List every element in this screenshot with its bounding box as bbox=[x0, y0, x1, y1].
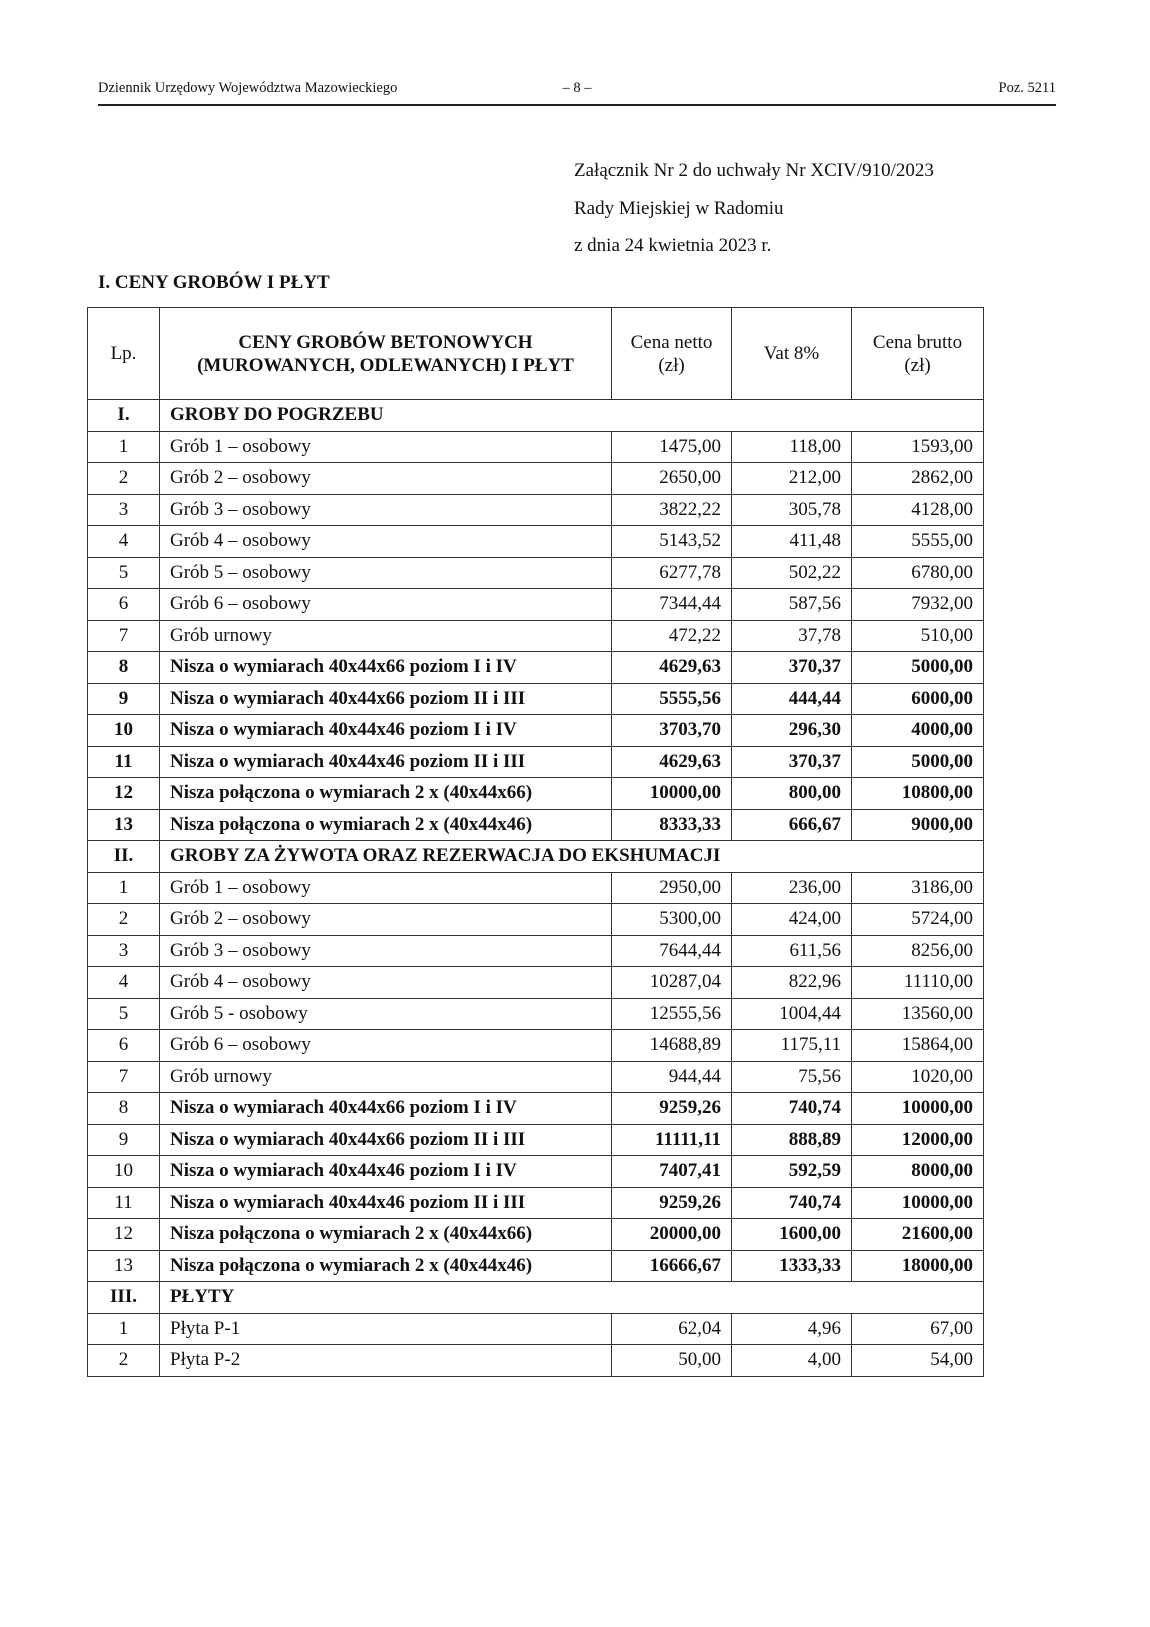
table-row bbox=[88, 746, 984, 778]
price-gross: 6000,00 bbox=[852, 683, 984, 715]
table-row bbox=[88, 557, 984, 589]
price-gross: 7932,00 bbox=[852, 589, 984, 621]
price-gross: 4000,00 bbox=[852, 715, 984, 747]
vat-amount: 592,59 bbox=[732, 1156, 852, 1188]
vat-amount: 212,00 bbox=[732, 463, 852, 495]
price-net: 6277,78 bbox=[612, 557, 732, 589]
vat-amount: 370,37 bbox=[732, 746, 852, 778]
item-name: Grób 6 – osobowy bbox=[160, 1030, 612, 1062]
price-gross: 1020,00 bbox=[852, 1061, 984, 1093]
price-net: 2650,00 bbox=[612, 463, 732, 495]
table-row bbox=[88, 431, 984, 463]
item-name: Grób 2 – osobowy bbox=[160, 463, 612, 495]
page-number: – 8 – bbox=[562, 80, 592, 96]
item-name: Grób 2 – osobowy bbox=[160, 904, 612, 936]
row-number: 8 bbox=[88, 652, 160, 684]
table-row bbox=[88, 652, 984, 684]
table-row bbox=[88, 998, 984, 1030]
table-row bbox=[88, 1313, 984, 1345]
row-number: 12 bbox=[88, 778, 160, 810]
price-net: 7644,44 bbox=[612, 935, 732, 967]
vat-amount: 444,44 bbox=[732, 683, 852, 715]
price-net: 472,22 bbox=[612, 620, 732, 652]
section-heading: GROBY ZA ŻYWOTA ORAZ REZERWACJA DO EKSHUMACJI bbox=[160, 841, 984, 873]
vat-amount: 587,56 bbox=[732, 589, 852, 621]
table-row bbox=[88, 935, 984, 967]
row-number: 1 bbox=[88, 1313, 160, 1345]
item-name: Grób 4 – osobowy bbox=[160, 526, 612, 558]
table-row bbox=[88, 620, 984, 652]
price-net: 8333,33 bbox=[612, 809, 732, 841]
page-header bbox=[98, 80, 1056, 106]
price-net: 4629,63 bbox=[612, 746, 732, 778]
item-name: Grób 5 – osobowy bbox=[160, 557, 612, 589]
price-net: 9259,26 bbox=[612, 1187, 732, 1219]
row-number: 4 bbox=[88, 526, 160, 558]
row-number: 11 bbox=[88, 746, 160, 778]
vat-amount: 305,78 bbox=[732, 494, 852, 526]
table-header-row bbox=[88, 308, 984, 400]
price-gross: 8256,00 bbox=[852, 935, 984, 967]
price-gross: 510,00 bbox=[852, 620, 984, 652]
vat-amount: 822,96 bbox=[732, 967, 852, 999]
row-number: 13 bbox=[88, 809, 160, 841]
item-name: Nisza połączona o wymiarach 2 x (40x44x66) bbox=[160, 778, 612, 810]
price-net: 10000,00 bbox=[612, 778, 732, 810]
item-name: Nisza o wymiarach 40x44x66 poziom II i III bbox=[160, 683, 612, 715]
item-name: Nisza o wymiarach 40x44x66 poziom I i IV bbox=[160, 1093, 612, 1125]
vat-amount: 740,74 bbox=[732, 1093, 852, 1125]
table-row bbox=[88, 683, 984, 715]
row-number: 8 bbox=[88, 1093, 160, 1125]
price-gross: 1593,00 bbox=[852, 431, 984, 463]
position-number: Poz. 5211 bbox=[998, 80, 1056, 96]
annex-line-1: Załącznik Nr 2 do uchwały Nr XCIV/910/2023 bbox=[574, 160, 934, 181]
item-name: Grób urnowy bbox=[160, 1061, 612, 1093]
price-gross: 67,00 bbox=[852, 1313, 984, 1345]
table-row bbox=[88, 778, 984, 810]
price-net: 62,04 bbox=[612, 1313, 732, 1345]
table-body bbox=[88, 400, 984, 1377]
item-name: Grób 6 – osobowy bbox=[160, 589, 612, 621]
row-number: 13 bbox=[88, 1250, 160, 1282]
row-number: 2 bbox=[88, 904, 160, 936]
annex-line-3: z dnia 24 kwietnia 2023 r. bbox=[574, 235, 772, 256]
price-net: 10287,04 bbox=[612, 967, 732, 999]
table-row bbox=[88, 872, 984, 904]
price-net: 50,00 bbox=[612, 1345, 732, 1377]
price-net: 14688,89 bbox=[612, 1030, 732, 1062]
section-number: I. bbox=[88, 400, 160, 432]
price-gross: 6780,00 bbox=[852, 557, 984, 589]
table-row bbox=[88, 1061, 984, 1093]
vat-amount: 236,00 bbox=[732, 872, 852, 904]
item-name: Grób 3 – osobowy bbox=[160, 935, 612, 967]
row-number: 1 bbox=[88, 872, 160, 904]
table-row bbox=[88, 1219, 984, 1251]
item-name: Nisza o wymiarach 40x44x66 poziom I i IV bbox=[160, 652, 612, 684]
price-gross: 9000,00 bbox=[852, 809, 984, 841]
item-name: Nisza o wymiarach 40x44x66 poziom II i III bbox=[160, 1124, 612, 1156]
row-number: 6 bbox=[88, 1030, 160, 1062]
section-row bbox=[88, 400, 984, 432]
table-row bbox=[88, 1345, 984, 1377]
table-row bbox=[88, 494, 984, 526]
annex-line-2: Rady Miejskiej w Radomiu bbox=[574, 197, 784, 219]
price-net: 944,44 bbox=[612, 1061, 732, 1093]
table-row bbox=[88, 463, 984, 495]
table-row bbox=[88, 967, 984, 999]
price-net: 3822,22 bbox=[612, 494, 732, 526]
row-number: 1 bbox=[88, 431, 160, 463]
vat-amount: 611,56 bbox=[732, 935, 852, 967]
row-number: 2 bbox=[88, 463, 160, 495]
vat-amount: 411,48 bbox=[732, 526, 852, 558]
table-row bbox=[88, 1250, 984, 1282]
price-gross: 5000,00 bbox=[852, 746, 984, 778]
price-table bbox=[87, 307, 984, 1377]
price-gross: 10800,00 bbox=[852, 778, 984, 810]
row-number: 4 bbox=[88, 967, 160, 999]
price-gross: 5724,00 bbox=[852, 904, 984, 936]
price-gross: 12000,00 bbox=[852, 1124, 984, 1156]
vat-amount: 37,78 bbox=[732, 620, 852, 652]
price-gross: 21600,00 bbox=[852, 1219, 984, 1251]
vat-amount: 1333,33 bbox=[732, 1250, 852, 1282]
item-name: Płyta P-2 bbox=[160, 1345, 612, 1377]
row-number: 3 bbox=[88, 935, 160, 967]
price-net: 5300,00 bbox=[612, 904, 732, 936]
vat-amount: 370,37 bbox=[732, 652, 852, 684]
table-row bbox=[88, 526, 984, 558]
vat-amount: 1004,44 bbox=[732, 998, 852, 1030]
row-number: 10 bbox=[88, 1156, 160, 1188]
vat-amount: 118,00 bbox=[732, 431, 852, 463]
price-gross: 18000,00 bbox=[852, 1250, 984, 1282]
row-number: 9 bbox=[88, 1124, 160, 1156]
price-gross: 10000,00 bbox=[852, 1093, 984, 1125]
price-gross: 11110,00 bbox=[852, 967, 984, 999]
row-number: 12 bbox=[88, 1219, 160, 1251]
table-row bbox=[88, 589, 984, 621]
price-gross: 10000,00 bbox=[852, 1187, 984, 1219]
price-gross: 4128,00 bbox=[852, 494, 984, 526]
table-row bbox=[88, 809, 984, 841]
row-number: 5 bbox=[88, 998, 160, 1030]
row-number: 10 bbox=[88, 715, 160, 747]
price-gross: 5555,00 bbox=[852, 526, 984, 558]
price-gross: 3186,00 bbox=[852, 872, 984, 904]
item-name: Nisza o wymiarach 40x44x46 poziom I i IV bbox=[160, 1156, 612, 1188]
vat-amount: 502,22 bbox=[732, 557, 852, 589]
item-name: Grób 1 – osobowy bbox=[160, 431, 612, 463]
vat-amount: 296,30 bbox=[732, 715, 852, 747]
price-net: 1475,00 bbox=[612, 431, 732, 463]
price-gross: 15864,00 bbox=[852, 1030, 984, 1062]
vat-amount: 666,67 bbox=[732, 809, 852, 841]
price-gross: 8000,00 bbox=[852, 1156, 984, 1188]
table-row bbox=[88, 1156, 984, 1188]
price-gross: 54,00 bbox=[852, 1345, 984, 1377]
item-name: Grób 3 – osobowy bbox=[160, 494, 612, 526]
item-name: Grób 1 – osobowy bbox=[160, 872, 612, 904]
row-number: 5 bbox=[88, 557, 160, 589]
column-header-name: CENY GROBÓW BETONOWYCH (MUROWANYCH, ODLEWANYCH) I PŁYT bbox=[160, 308, 612, 400]
row-number: 7 bbox=[88, 1061, 160, 1093]
table-row bbox=[88, 1187, 984, 1219]
journal-title: Dziennik Urzędowy Województwa Mazowieckiego bbox=[98, 80, 398, 96]
section-number: III. bbox=[88, 1282, 160, 1314]
price-net: 12555,56 bbox=[612, 998, 732, 1030]
section-title: I. CENY GROBÓW I PŁYT bbox=[98, 272, 330, 293]
vat-amount: 4,00 bbox=[732, 1345, 852, 1377]
price-net: 2950,00 bbox=[612, 872, 732, 904]
column-header-vat: Vat 8% bbox=[732, 308, 852, 400]
price-gross: 5000,00 bbox=[852, 652, 984, 684]
table-row bbox=[88, 715, 984, 747]
row-number: 7 bbox=[88, 620, 160, 652]
vat-amount: 800,00 bbox=[732, 778, 852, 810]
price-gross: 2862,00 bbox=[852, 463, 984, 495]
row-number: 11 bbox=[88, 1187, 160, 1219]
vat-amount: 888,89 bbox=[732, 1124, 852, 1156]
vat-amount: 1175,11 bbox=[732, 1030, 852, 1062]
price-net: 7407,41 bbox=[612, 1156, 732, 1188]
row-number: 3 bbox=[88, 494, 160, 526]
item-name: Nisza połączona o wymiarach 2 x (40x44x46) bbox=[160, 1250, 612, 1282]
column-header-net: Cena netto (zł) bbox=[612, 308, 732, 400]
table-row bbox=[88, 1124, 984, 1156]
price-net: 9259,26 bbox=[612, 1093, 732, 1125]
price-net: 16666,67 bbox=[612, 1250, 732, 1282]
vat-amount: 424,00 bbox=[732, 904, 852, 936]
item-name: Nisza o wymiarach 40x44x46 poziom II i III bbox=[160, 1187, 612, 1219]
price-gross: 13560,00 bbox=[852, 998, 984, 1030]
section-number: II. bbox=[88, 841, 160, 873]
item-name: Nisza połączona o wymiarach 2 x (40x44x66) bbox=[160, 1219, 612, 1251]
section-heading: GROBY DO POGRZEBU bbox=[160, 400, 984, 432]
price-net: 7344,44 bbox=[612, 589, 732, 621]
vat-amount: 1600,00 bbox=[732, 1219, 852, 1251]
price-net: 5143,52 bbox=[612, 526, 732, 558]
row-number: 9 bbox=[88, 683, 160, 715]
table-row bbox=[88, 1093, 984, 1125]
price-net: 20000,00 bbox=[612, 1219, 732, 1251]
price-net: 3703,70 bbox=[612, 715, 732, 747]
vat-amount: 75,56 bbox=[732, 1061, 852, 1093]
row-number: 2 bbox=[88, 1345, 160, 1377]
section-row bbox=[88, 1282, 984, 1314]
price-net: 4629,63 bbox=[612, 652, 732, 684]
item-name: Nisza o wymiarach 40x44x46 poziom I i IV bbox=[160, 715, 612, 747]
item-name: Nisza połączona o wymiarach 2 x (40x44x46) bbox=[160, 809, 612, 841]
annex-note bbox=[574, 152, 934, 265]
table-row bbox=[88, 1030, 984, 1062]
vat-amount: 4,96 bbox=[732, 1313, 852, 1345]
section-heading: PŁYTY bbox=[160, 1282, 984, 1314]
vat-amount: 740,74 bbox=[732, 1187, 852, 1219]
price-net: 11111,11 bbox=[612, 1124, 732, 1156]
column-header-lp: Lp. bbox=[88, 308, 160, 400]
item-name: Płyta P-1 bbox=[160, 1313, 612, 1345]
item-name: Grób 5 - osobowy bbox=[160, 998, 612, 1030]
price-net: 5555,56 bbox=[612, 683, 732, 715]
column-header-gross: Cena brutto (zł) bbox=[852, 308, 984, 400]
section-row bbox=[88, 841, 984, 873]
row-number: 6 bbox=[88, 589, 160, 621]
item-name: Grób urnowy bbox=[160, 620, 612, 652]
table-row bbox=[88, 904, 984, 936]
item-name: Grób 4 – osobowy bbox=[160, 967, 612, 999]
item-name: Nisza o wymiarach 40x44x46 poziom II i III bbox=[160, 746, 612, 778]
